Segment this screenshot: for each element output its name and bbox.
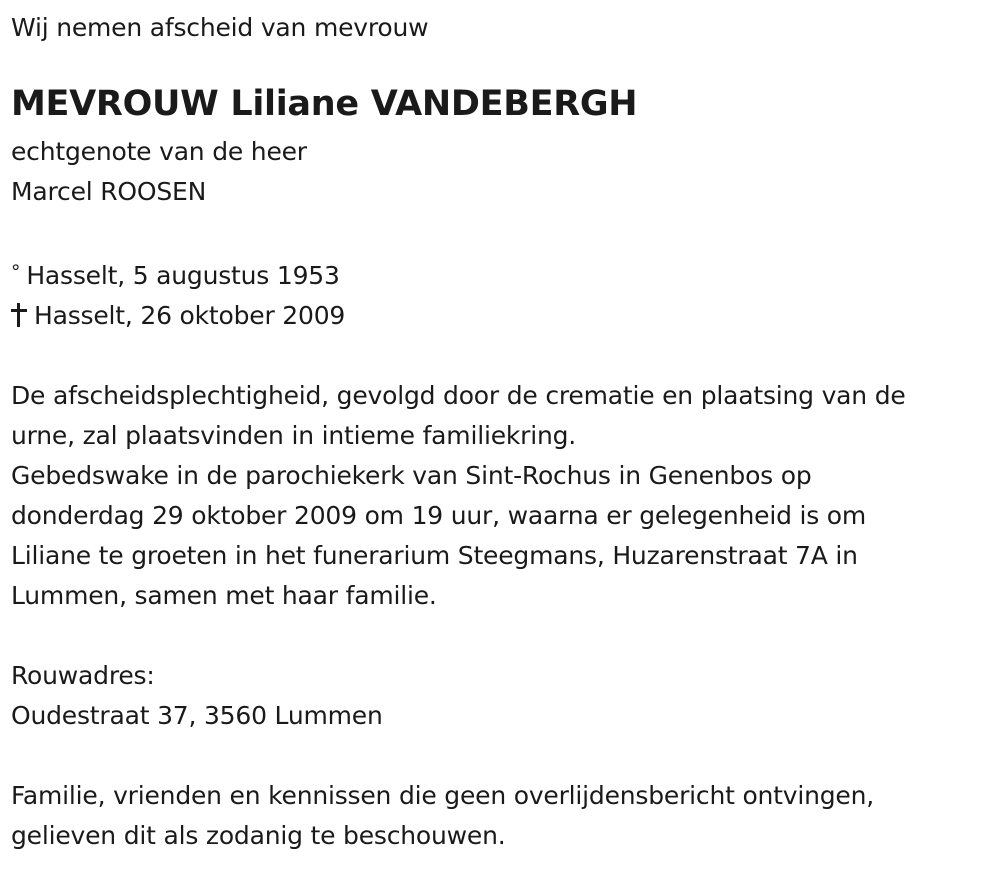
closing-line: gelieven dit als zodanig te beschouwen.	[11, 821, 506, 850]
birth-symbol: °	[11, 261, 21, 283]
address-label: Rouwadres:	[11, 661, 155, 690]
ceremony-line: Liliane te groeten in het funerarium Steegmans, Huzarenstraat 7A in	[11, 541, 858, 570]
spouse-line-1: echtgenote van de heer	[11, 137, 307, 166]
spacer	[11, 336, 1000, 376]
birth-line	[11, 252, 1000, 296]
death-line	[11, 296, 1000, 336]
closing-line: Familie, vrienden en kennissen die geen overlijdensbericht ontvingen,	[11, 781, 875, 810]
ceremony-line: Lummen, samen met haar familie.	[11, 581, 437, 610]
ceremony-line: Gebedswake in de parochiekerk van Sint-Rochus in Genenbos op	[11, 461, 812, 490]
ceremony-line: De afscheidsplechtigheid, gevolgd door de crematie en plaatsing van de	[11, 381, 906, 410]
ceremony-line: urne, zal plaatsvinden in intieme familiekring.	[11, 421, 577, 450]
ceremony-line: donderdag 29 oktober 2009 om 19 uur, waarna er gelegenheid is om	[11, 501, 867, 530]
ceremony-paragraph	[11, 376, 1000, 616]
spouse-name: Marcel ROOSEN	[11, 177, 207, 206]
death-date: Hasselt, 26 oktober 2009	[34, 301, 346, 330]
deceased-name: MEVROUW Liliane VANDEBERGH	[11, 84, 638, 124]
address-value: Oudestraat 37, 3560 Lummen	[11, 701, 383, 730]
birth-date: Hasselt, 5 augustus 1953	[26, 261, 340, 290]
intro-text: Wij nemen afscheid van mevrouw	[11, 13, 429, 42]
cross-icon	[11, 303, 27, 327]
spacer	[11, 212, 1000, 252]
closing-paragraph	[11, 776, 1000, 856]
spacer	[11, 736, 1000, 776]
spacer	[11, 616, 1000, 656]
